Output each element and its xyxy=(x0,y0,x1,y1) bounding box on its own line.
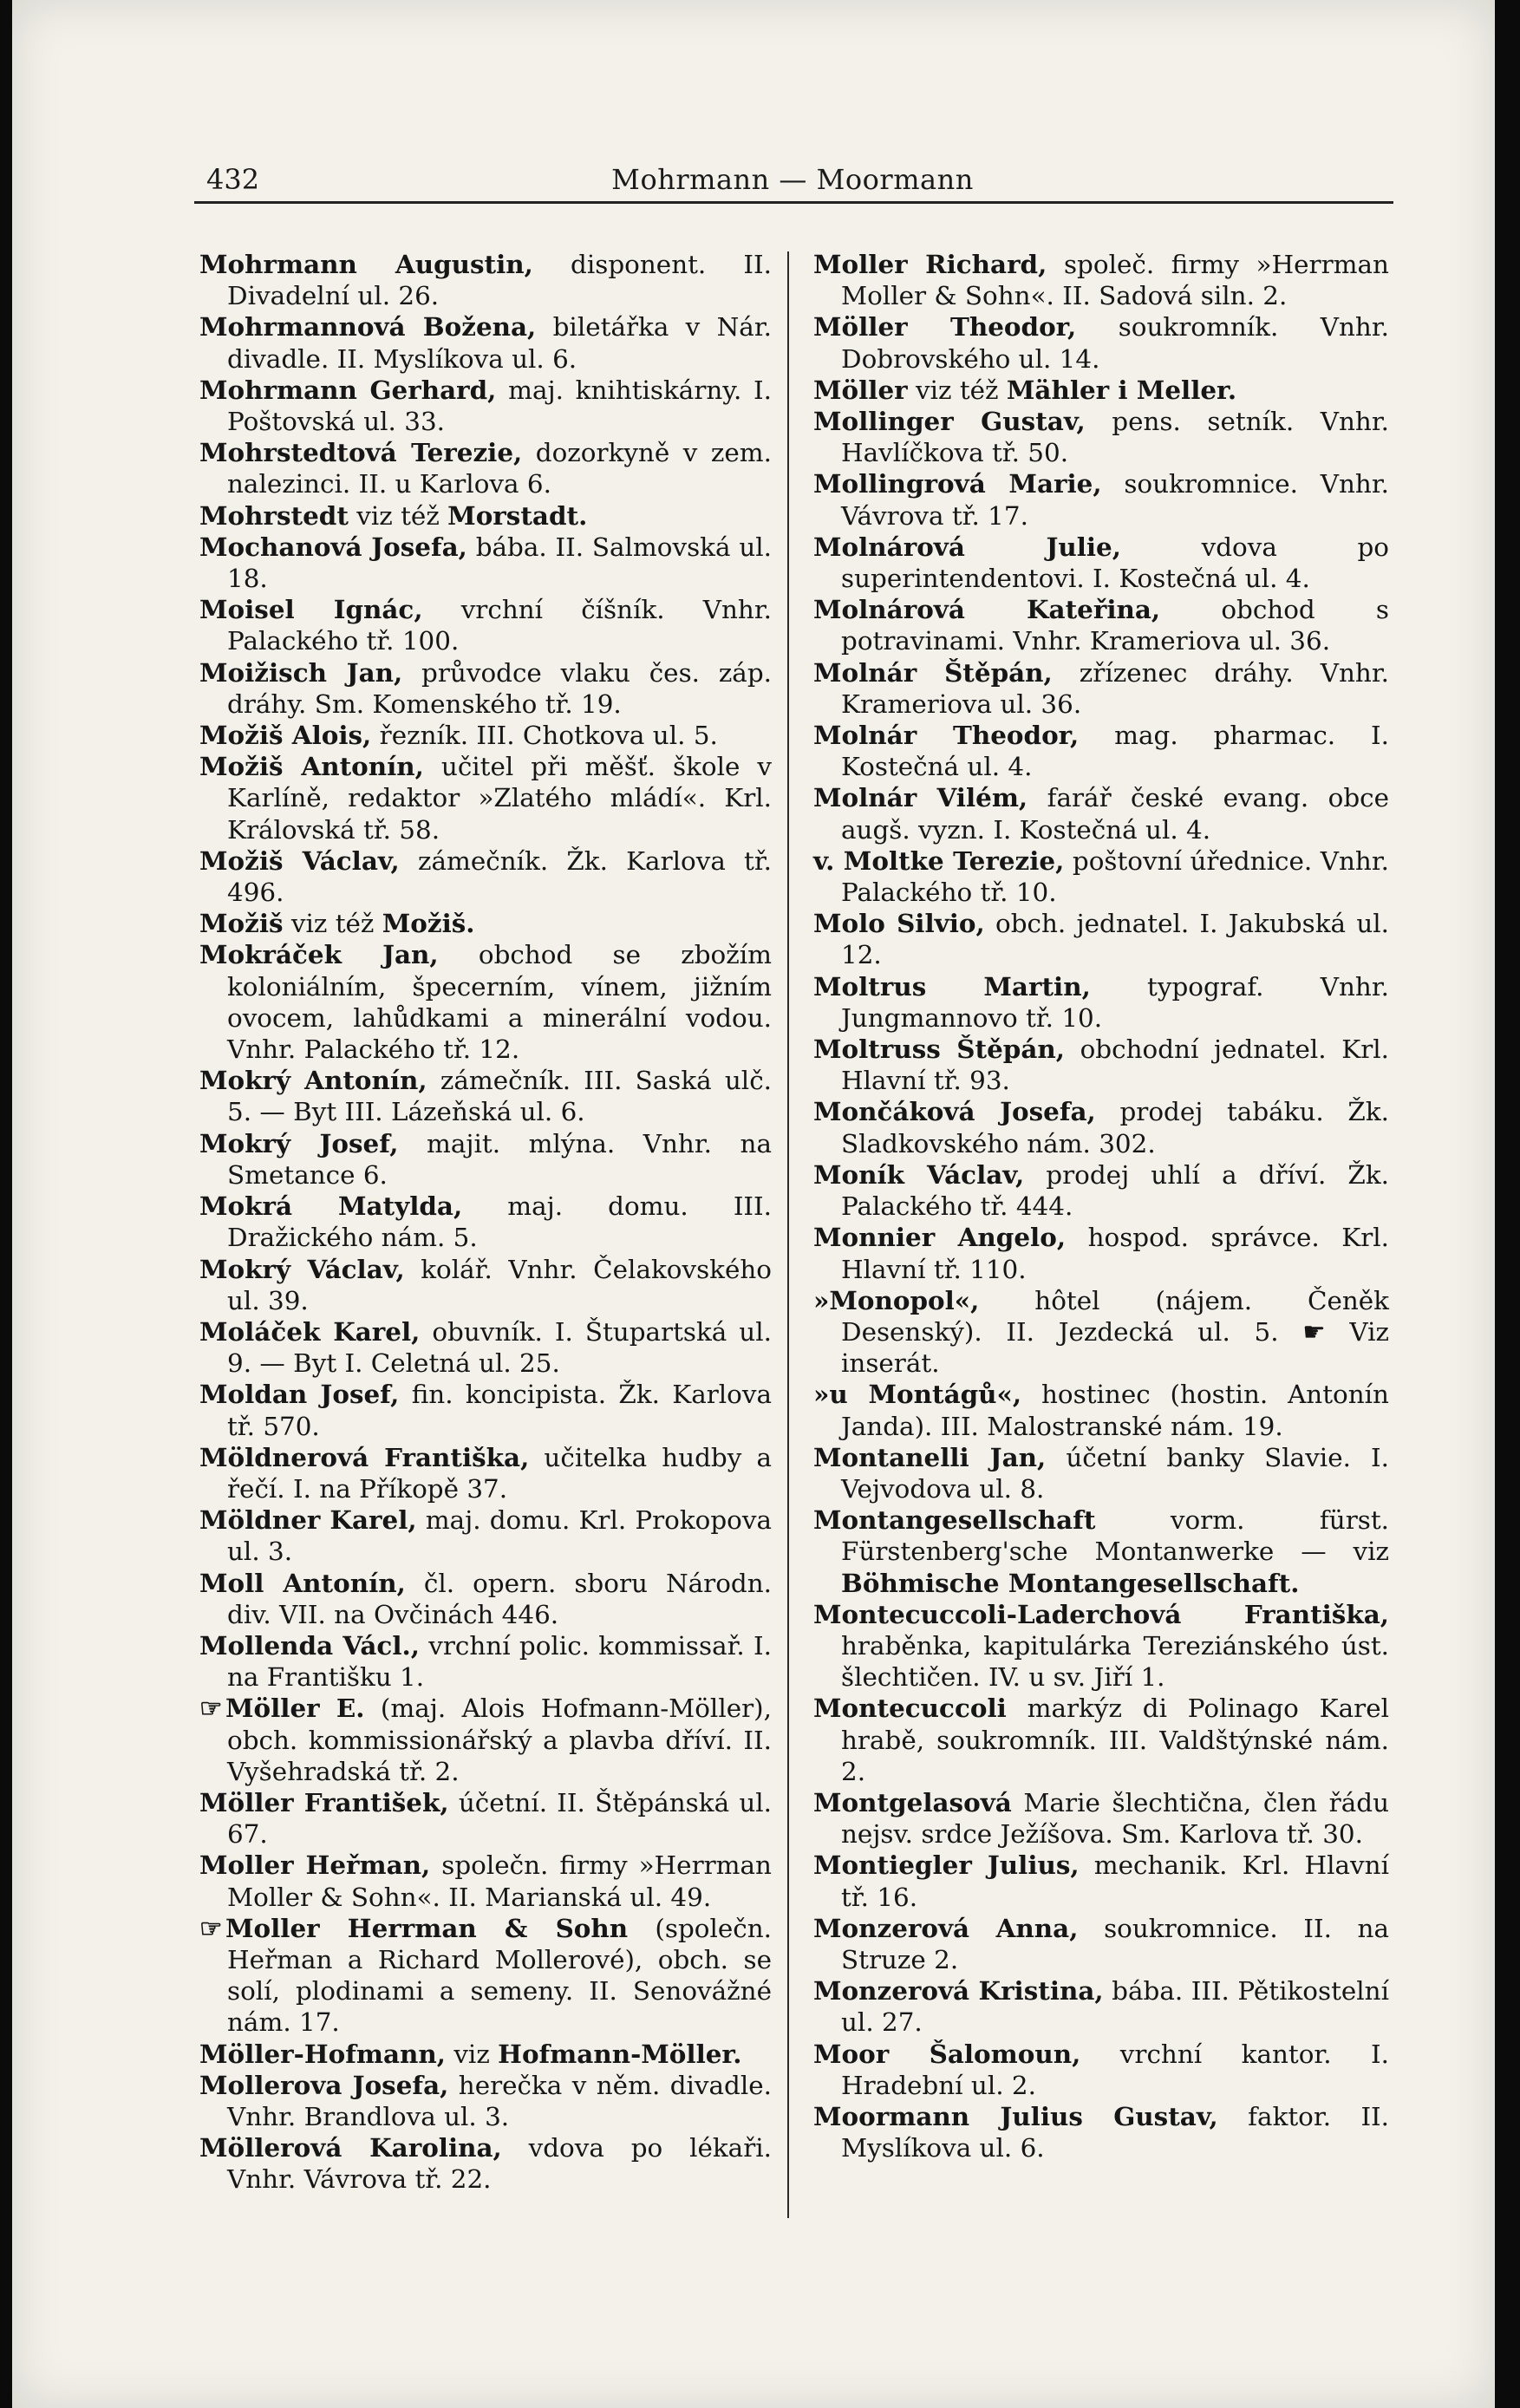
directory-entry xyxy=(813,1975,1389,2038)
directory-entry xyxy=(199,939,772,1065)
entry-name: Mochanová Josefa, xyxy=(199,531,467,562)
directory-entry xyxy=(813,1913,1389,1975)
entry-details: vrchní kantor. I. Hradební ul. 2. xyxy=(841,2039,1390,2100)
entry-name: Möller Theodor, xyxy=(813,311,1077,343)
entry-name: Moormann Julius Gustav, xyxy=(813,2100,1218,2131)
entry-details: soukromnice. II. na Struze 2. xyxy=(841,1913,1389,1974)
entry-details: obchodní jednatel. Krl. Hlavní tř. 93. xyxy=(841,1034,1389,1096)
directory-entry xyxy=(813,1222,1389,1284)
directory-entry xyxy=(813,782,1389,845)
directory-entry xyxy=(199,594,772,656)
directory-entry xyxy=(199,2070,772,2132)
directory-entry xyxy=(199,1379,772,1441)
directory-entry xyxy=(813,1599,1389,1693)
directory-entry xyxy=(813,2101,1389,2163)
directory-entry xyxy=(199,1065,772,1127)
directory-entry xyxy=(199,1693,772,1787)
directory-entry xyxy=(813,1787,1389,1850)
entry-details: viz též xyxy=(907,375,1007,405)
entry-name: Moižisch Jan, xyxy=(199,656,403,688)
entry-name: Montgelasová xyxy=(813,1786,1012,1817)
entry-name: Mollenda Václ., xyxy=(199,1629,420,1661)
entry-name: Molo Silvio, xyxy=(813,908,985,939)
entry-name: Möller E. xyxy=(225,1693,365,1724)
directory-entry xyxy=(813,249,1389,311)
directory-entry xyxy=(199,1442,772,1504)
entry-cross-reference: Hofmann-Möller. xyxy=(498,2038,742,2069)
entry-details: farář české evang. obce augš. vyzn. I. Kostečná ul. 4. xyxy=(841,783,1390,845)
entry-name: v. Moltke Terezie, xyxy=(813,845,1065,876)
column-divider xyxy=(787,251,789,2218)
directory-entry xyxy=(199,1913,772,2039)
directory-entry xyxy=(813,1693,1389,1787)
entry-details: obch. jednatel. I. Jakubská ul. 12. xyxy=(841,909,1389,970)
entry-details: zámečník. Žk. Karlova tř. 496. xyxy=(227,845,772,908)
entry-details: (maj. Alois Hofmann-Möller), obch. kommissionářský a plavba dříví. II. Vyšehradská tř. 2. xyxy=(227,1693,772,1786)
entry-details: vorm. fürst. Fürstenberg'sche Montanwerke — viz xyxy=(841,1505,1389,1567)
entry-details: faktor. II. Myslíkova ul. 6. xyxy=(841,2101,1390,2163)
entry-name: Monzerová Anna, xyxy=(813,1912,1079,1943)
entry-name: Možiš Václav, xyxy=(199,845,400,876)
entry-name: Möldner Karel, xyxy=(199,1504,417,1536)
entry-details: zámečník. III. Saská ulč. 5. — Byt III. Lázeňská ul. 6. xyxy=(227,1066,772,1127)
directory-entry xyxy=(813,720,1389,782)
directory-entry xyxy=(199,1787,772,1850)
entry-details: dozorkyně v zem. nalezinci. II. u Karlova 6. xyxy=(227,438,772,499)
directory-entry xyxy=(199,2132,772,2195)
directory-entry xyxy=(813,657,1389,720)
directory-entry xyxy=(813,1285,1389,1380)
entry-details: maj. knihtiskárny. I. Poštovská ul. 33. xyxy=(227,375,772,437)
entry-details: viz též xyxy=(348,500,448,531)
entry-details: řezník. III. Chotkova ul. 5. xyxy=(371,721,718,751)
directory-entry xyxy=(199,1191,772,1253)
entry-name: Mollingrová Marie, xyxy=(813,468,1102,499)
entry-name: Monnier Angelo, xyxy=(813,1222,1067,1253)
directory-entry xyxy=(813,908,1389,970)
entry-details: viz též xyxy=(283,909,382,939)
directory-entry xyxy=(813,311,1389,374)
entry-name: Möllerová Karolina, xyxy=(199,2132,502,2163)
entry-name: Montecuccoli-Laderchová Františka, xyxy=(813,1598,1389,1629)
entry-details: mechanik. Krl. Hlavní tř. 16. xyxy=(841,1850,1389,1912)
directory-entry xyxy=(199,437,772,499)
page-header xyxy=(194,156,1391,199)
entry-details: maj. domu. III. Dražického nám. 5. xyxy=(227,1191,772,1253)
entry-name: Mollinger Gustav, xyxy=(813,406,1086,437)
directory-entry xyxy=(199,1850,772,1912)
entry-details: prodej uhlí a dříví. Žk. Palackého tř. 444. xyxy=(841,1159,1389,1222)
entry-name: Moor Šalomoun, xyxy=(813,2038,1081,2069)
entry-details: čl. opern. sboru Národn. div. VII. na Ovčinách 446. xyxy=(227,1568,773,1629)
entry-name: Mokrá Matylda, xyxy=(199,1191,463,1222)
entry-details: hostinec (hostin. Antonín Janda). III. Malostranské nám. 19. xyxy=(841,1380,1389,1441)
entry-details: obuvník. I. Štupartská ul. 9. — Byt I. Celetná ul. 25. xyxy=(227,1316,772,1379)
directory-entry xyxy=(813,594,1389,656)
entry-name: Mokrý Josef, xyxy=(199,1127,399,1158)
header-rule xyxy=(194,201,1393,204)
entry-details: Marie šlechtična, člen řádu nejsv. srdce Ježíšova. Sm. Karlova tř. 30. xyxy=(841,1787,1389,1850)
entry-details: učitel při měšť. škole v Karlíně, redaktor »Zlatého mládí«. Krl. Královská tř. 58. xyxy=(227,752,772,845)
entry-cross-reference: Morstadt. xyxy=(447,499,588,531)
right-column xyxy=(813,249,1389,2163)
entry-details: kolář. Vnhr. Čelakovského ul. 39. xyxy=(227,1254,772,1315)
entry-details: učitelka hudby a řečí. I. na Příkopě 37. xyxy=(227,1442,772,1504)
entry-details: bába. III. Pětikostelní ul. 27. xyxy=(841,1976,1390,2038)
entry-name: Možiš Alois, xyxy=(199,720,372,751)
directory-entry xyxy=(813,1379,1389,1441)
entry-details: hraběnka, kapitulárka Tereziánského úst. šlechtičen. IV. u sv. Jiří 1. xyxy=(841,1630,1389,1693)
entry-details: disponent. II. Divadelní ul. 26. xyxy=(227,250,772,311)
entry-name: »Monopol«, xyxy=(813,1284,980,1315)
entry-name: Mohrmann Gerhard, xyxy=(199,374,497,405)
entry-name: Moník Václav, xyxy=(813,1158,1025,1190)
entry-details: majit. mlýna. Vnhr. na Smetance 6. xyxy=(227,1128,772,1190)
entry-details: průvodce vlaku čes. záp. dráhy. Sm. Komenského tř. 19. xyxy=(227,657,772,719)
directory-entry xyxy=(813,971,1389,1034)
directory-entry xyxy=(199,751,772,845)
entry-name: Mohrstedt xyxy=(199,499,349,531)
entry-details: vrchní polic. kommissař. I. na Františku 1. xyxy=(227,1630,772,1693)
entry-details: biletářka v Nár. divadle. II. Myslíkova ul. 6. xyxy=(227,312,772,374)
entry-name: Možiš Antonín, xyxy=(199,751,424,782)
running-title: Mohrmann — Moormann xyxy=(611,163,974,196)
entry-name: Molnárová Kateřina, xyxy=(813,594,1161,625)
entry-details: zřízenec dráhy. Vnhr. Krameriova ul. 36. xyxy=(841,657,1389,719)
entry-name: Mokrý Antonín, xyxy=(199,1065,427,1096)
entry-name: Montiegler Julius, xyxy=(813,1850,1080,1881)
directory-entry xyxy=(813,1096,1389,1158)
directory-entry xyxy=(199,249,772,311)
directory-entry xyxy=(813,406,1389,468)
entry-details: účetní. II. Štěpánská ul. 67. xyxy=(227,1787,772,1850)
entry-name: Moldan Josef, xyxy=(199,1379,400,1410)
directory-entry xyxy=(199,375,772,437)
directory-entry xyxy=(199,720,772,751)
entry-name: Mokráček Jan, xyxy=(199,939,439,970)
directory-entry xyxy=(199,1568,772,1630)
entry-name: Moláček Karel, xyxy=(199,1315,421,1347)
entry-name: Moltrus Martin, xyxy=(813,970,1091,1002)
entry-details: vdova po lékaři. Vnhr. Vávrova tř. 22. xyxy=(227,2133,772,2195)
entry-name: Moller Herrman & Sohn xyxy=(225,1912,629,1943)
directory-entry xyxy=(199,311,772,374)
entry-details: mag. pharmac. I. Kostečná ul. 4. xyxy=(841,721,1389,782)
entry-details: (společn. Heřman a Richard Mollerové), obch. se solí, plodinami a semeny. II. Senovážné nám. 17. xyxy=(227,1913,772,2038)
directory-entry xyxy=(199,1630,772,1693)
entry-name: Montecuccoli xyxy=(813,1693,1007,1724)
page-number: 432 xyxy=(206,163,260,196)
entry-details: typograf. Vnhr. Jungmannovo tř. 10. xyxy=(841,971,1389,1033)
entry-cross-reference: Mähler i Meller. xyxy=(1006,374,1237,405)
entry-name: Monzerová Kristina, xyxy=(813,1975,1104,2007)
entry-details: obchod s potravinami. Vnhr. Krameriova ul. 36. xyxy=(841,595,1389,656)
entry-name: Moller Heřman, xyxy=(199,1850,431,1881)
entry-name: Mončáková Josefa, xyxy=(813,1096,1096,1127)
entry-name: Molnárová Julie, xyxy=(813,531,1121,562)
entry-details: pens. setník. Vnhr. Havlíčkova tř. 50. xyxy=(841,407,1389,468)
directory-entry xyxy=(813,532,1389,594)
directory-entry xyxy=(199,500,772,532)
entry-details: obchod se zbožím koloniálním, špecerním, vínem, jižním ovocem, lahůdkami a minerální vodou. Vnhr. Palackého tř. 12. xyxy=(227,940,772,1065)
entry-name: Moll Antonín, xyxy=(199,1567,406,1598)
directory-entry xyxy=(813,1442,1389,1504)
entry-name: Möller František, xyxy=(199,1786,449,1817)
directory-entry xyxy=(813,1034,1389,1096)
entry-name: Molnár Štěpán, xyxy=(813,656,1053,688)
entry-details: markýz di Polinago Karel hrabě, soukromník. III. Valdštýnské nám. 2. xyxy=(841,1693,1389,1786)
entry-details: soukromník. Vnhr. Dobrovského ul. 14. xyxy=(841,312,1390,374)
entry-name: Mohrmannová Božena, xyxy=(199,311,537,343)
directory-entry xyxy=(813,2039,1389,2101)
pointing-hand-icon: ☞ xyxy=(199,1693,223,1724)
entry-details: společn. firmy »Herrman Moller & Sohn«. II. Marianská ul. 49. xyxy=(227,1850,772,1912)
directory-entry xyxy=(199,845,772,908)
entry-name: Moller Richard, xyxy=(813,249,1047,279)
entry-details: vrchní číšník. Vnhr. Palackého tř. 100. xyxy=(227,595,772,656)
entry-details: vdova po superintendentovi. I. Kostečná ul. 4. xyxy=(841,532,1389,594)
entry-details: soukromnice. Vnhr. Vávrova tř. 17. xyxy=(841,469,1389,531)
entry-name: Mohrmann Augustin, xyxy=(199,249,533,279)
entry-details: poštovní úřednice. Vnhr. Palackého tř. 10. xyxy=(841,845,1389,908)
directory-entry xyxy=(199,1504,772,1567)
entry-name: Montanelli Jan, xyxy=(813,1441,1047,1472)
entry-details: bába. II. Salmovská ul. 18. xyxy=(227,532,772,594)
entry-details: společ. firmy »Herrman Moller & Sohn«. II. Sadová siln. 2. xyxy=(841,250,1389,311)
directory-entry xyxy=(199,2039,772,2070)
directory-entry xyxy=(199,1128,772,1191)
entry-name: Möller-Hofmann, xyxy=(199,2038,446,2069)
directory-entry xyxy=(813,375,1389,406)
directory-entry xyxy=(199,657,772,720)
directory-entry xyxy=(199,1316,772,1379)
directory-page xyxy=(12,0,1495,2408)
entry-details: hospod. správce. Krl. Hlavní tř. 110. xyxy=(841,1223,1389,1284)
entry-name: Montangesellschaft xyxy=(813,1504,1096,1536)
entry-cross-reference: Možiš. xyxy=(382,908,475,939)
entry-name: Möller xyxy=(813,374,908,405)
directory-entry xyxy=(199,532,772,594)
pointing-hand-icon: ☞ xyxy=(199,1912,223,1943)
entry-name: Möldnerová Františka, xyxy=(199,1441,530,1472)
entry-name: Mollerova Josefa, xyxy=(199,2069,449,2100)
entry-details: prodej tabáku. Žk. Sladkovského nám. 302. xyxy=(841,1097,1389,1158)
entry-name: Moisel Ignác, xyxy=(199,594,423,625)
entry-details: maj. domu. Krl. Prokopova ul. 3. xyxy=(227,1505,772,1567)
directory-entry xyxy=(199,1254,772,1316)
entry-name: Možiš xyxy=(199,908,284,939)
entry-name: Molnár Vilém, xyxy=(813,782,1028,813)
entry-details: fin. koncipista. Žk. Karlova tř. 570. xyxy=(227,1380,772,1441)
left-column xyxy=(199,249,772,2196)
entry-name: Moltruss Štěpán, xyxy=(813,1034,1066,1065)
directory-entry xyxy=(813,1159,1389,1222)
entry-name: »u Montágů«, xyxy=(813,1379,1022,1410)
entry-details: viz xyxy=(445,2039,499,2069)
entry-name: Molnár Theodor, xyxy=(813,720,1080,751)
entry-details: herečka v něm. divadle. Vnhr. Brandlova ul. 3. xyxy=(227,2070,772,2131)
directory-entry xyxy=(813,468,1389,531)
entry-name: Mohrstedtová Terezie, xyxy=(199,437,523,468)
entry-details: hôtel (nájem. Čeněk Desenský). II. Jezdecká ul. 5. ☛ Viz inserát. xyxy=(841,1285,1389,1379)
entry-cross-reference: Böhmische Montangesellschaft. xyxy=(841,1567,1300,1598)
entry-details: účetní banky Slavie. I. Vejvodova ul. 8. xyxy=(841,1442,1389,1504)
directory-entry xyxy=(199,908,772,939)
directory-entry xyxy=(813,845,1389,908)
entry-name: Mokrý Václav, xyxy=(199,1253,405,1284)
directory-entry xyxy=(813,1504,1389,1599)
directory-entry xyxy=(813,1850,1389,1912)
